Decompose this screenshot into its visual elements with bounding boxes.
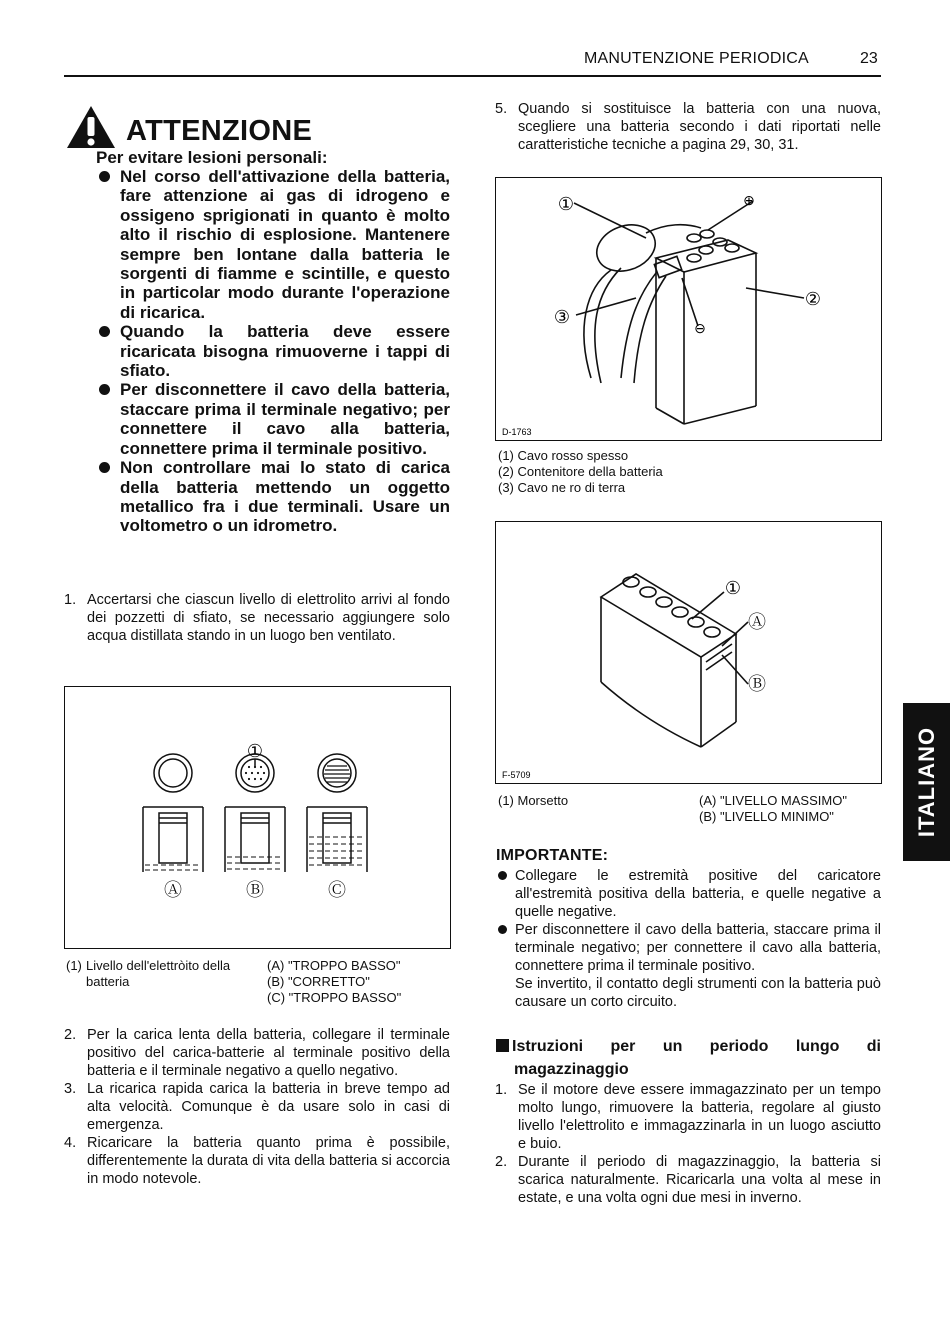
warning-item: Quando la batteria deve essere ricaricata bisogna rimuoverne i tappi di sfiato. bbox=[98, 322, 450, 380]
language-tab-label: ITALIANO bbox=[913, 726, 939, 838]
caption-a: (A) "TROPPO BASSO" bbox=[267, 958, 401, 973]
language-tab bbox=[903, 703, 950, 861]
callout-a: Ⓐ bbox=[748, 612, 766, 632]
caption-ground-cable: (3) Cavo ne ro di terra bbox=[498, 480, 626, 495]
battery-cables-drawing bbox=[496, 178, 881, 440]
callout-3: ③ bbox=[553, 307, 571, 327]
bullet-icon bbox=[99, 384, 110, 395]
step-list-3 bbox=[495, 100, 881, 154]
step-list-1 bbox=[64, 591, 450, 645]
step-list-2 bbox=[64, 1026, 450, 1188]
figure-code: F-5709 bbox=[502, 770, 531, 780]
level-marks-drawing bbox=[496, 522, 881, 783]
step-item: 2. Durante il periodo di magazzinaggio, la batteria si scarica naturalmente. Ricaricarla una volta al mese in estate, e una volta ogni due mesi in inverno. bbox=[495, 1154, 881, 1206]
step-item: 1. Accertarsi che ciascun livello di elettrolito arrivi al fondo dei pozzetti di sfiato, se necessario aggiungere solo acqua distillata stando in un luogo ben ventilato. bbox=[64, 592, 450, 644]
figure-electrolyte-levels bbox=[64, 686, 451, 949]
minus-icon: ⊖ bbox=[694, 320, 706, 336]
caption-b: (B) "CORRETTO" bbox=[267, 974, 370, 989]
step-item: 1. Se il motore deve essere immagazzinato per un tempo molto lungo, rimuovere la batteria, regolare al giusto livello l'elettrolito e immagazzinarla in un luogo asciutto e buio. bbox=[495, 1082, 881, 1152]
label-c: Ⓒ bbox=[328, 880, 346, 900]
step-item: 3. La ricarica rapida carica la batteria in breve tempo ad alta velocità. Comunque è da usare solo in casi di emergenza. bbox=[64, 1081, 450, 1133]
caption-level-max: (A) "LIVELLO MASSIMO" bbox=[699, 793, 847, 808]
warning-triangle-icon bbox=[66, 105, 116, 149]
figure-code: D-1763 bbox=[502, 427, 532, 437]
important-note: Se invertito, il contatto degli strumenti con la batteria può causare un corto circuito. bbox=[515, 976, 881, 1010]
callout-2: ② bbox=[804, 289, 822, 309]
figure-battery-cables bbox=[495, 177, 882, 441]
storage-steps bbox=[495, 1081, 881, 1207]
step-item: 5. Quando si sostituisce la batteria con una nuova, scegliere una batteria secondo i dati riportati nelle caratteristiche tecniche a pagina 29, 30, 31. bbox=[495, 101, 881, 153]
warning-list bbox=[98, 167, 450, 536]
warning-item: Per disconnettere il cavo della batteria, staccare prima il terminale negativo; per connettere il cavo alla batteria, connettere prima il terminale positivo. bbox=[98, 380, 450, 458]
page-number: 23 bbox=[860, 50, 878, 67]
bullet-icon bbox=[99, 462, 110, 473]
header-rule bbox=[64, 75, 881, 77]
warning-title: ATTENZIONE bbox=[126, 115, 313, 147]
label-a: Ⓐ bbox=[164, 880, 182, 900]
important-title: IMPORTANTE: bbox=[496, 847, 609, 864]
section-title: Istruzioni per un periodo lungo di magazzinaggio bbox=[496, 1035, 881, 1081]
callout-1: ① bbox=[557, 194, 575, 214]
caption-1-text: Livello dell'elettròito della batteria bbox=[86, 958, 231, 989]
bullet-icon bbox=[498, 925, 507, 934]
caption-cable-red: (1) Cavo rosso spesso bbox=[498, 448, 629, 463]
caption-battery-case: (2) Contenitore della batteria bbox=[498, 464, 663, 479]
callout-1: ① bbox=[724, 578, 742, 598]
caption-clamp: (1) Morsetto bbox=[498, 793, 569, 808]
bullet-icon bbox=[99, 326, 110, 337]
warning-subtitle: Per evitare lesioni personali: bbox=[96, 148, 328, 167]
step-item: 4. Ricaricare la batteria quanto prima è possibile, differentemente la durata di vita della batteria si accorcia in modo notevole. bbox=[64, 1135, 450, 1187]
important-item: Collegare le estremità positive del caricatore all'estremità positiva della batteria, e quelle negative a quelle negative. bbox=[497, 867, 881, 921]
bullet-icon bbox=[99, 171, 110, 182]
section-square-icon bbox=[496, 1039, 509, 1052]
caption-1-num: (1) bbox=[66, 958, 82, 973]
caption-c: (C) "TROPPO BASSO" bbox=[267, 990, 402, 1005]
bullet-icon bbox=[498, 871, 507, 880]
important-list bbox=[497, 867, 881, 1011]
label-b: Ⓑ bbox=[246, 880, 264, 900]
plus-icon: ⊕ bbox=[743, 192, 755, 208]
warning-item: Nel corso dell'attivazione della batteria, fare attenzione ai gas di idrogeno e ossigeno sprigionati in quanto è molto alto il rischio di esplosione. Mantenere sempre ben lontane dalla batteria le sorgenti di fiamme e scintille, e questo in particolar modo durante l'operazione di ricarica. bbox=[98, 167, 450, 322]
caption-level-min: (B) "LIVELLO MINIMO" bbox=[699, 809, 834, 824]
callout-b: Ⓑ bbox=[748, 674, 766, 694]
running-header-title: MANUTENZIONE PERIODICA bbox=[584, 50, 809, 67]
electrolyte-levels-drawing bbox=[65, 687, 450, 948]
warning-item: Non controllare mai lo stato di carica della batteria mettendo un oggetto metallico fra i due terminali. Usare un voltometro o un idrometro. bbox=[98, 458, 450, 536]
figure-level-marks bbox=[495, 521, 882, 784]
step-item: 2. Per la carica lenta della batteria, collegare il terminale positivo del carica-batterie al terminale positivo della batteria e il terminale negativo a quello negativo. bbox=[64, 1027, 450, 1079]
important-item: Per disconnettere il cavo della batteria, staccare prima il terminale negativo; per connettere il cavo alla batteria, connettere prima il terminale positivo. bbox=[497, 921, 881, 975]
callout-1: ① bbox=[246, 741, 264, 761]
